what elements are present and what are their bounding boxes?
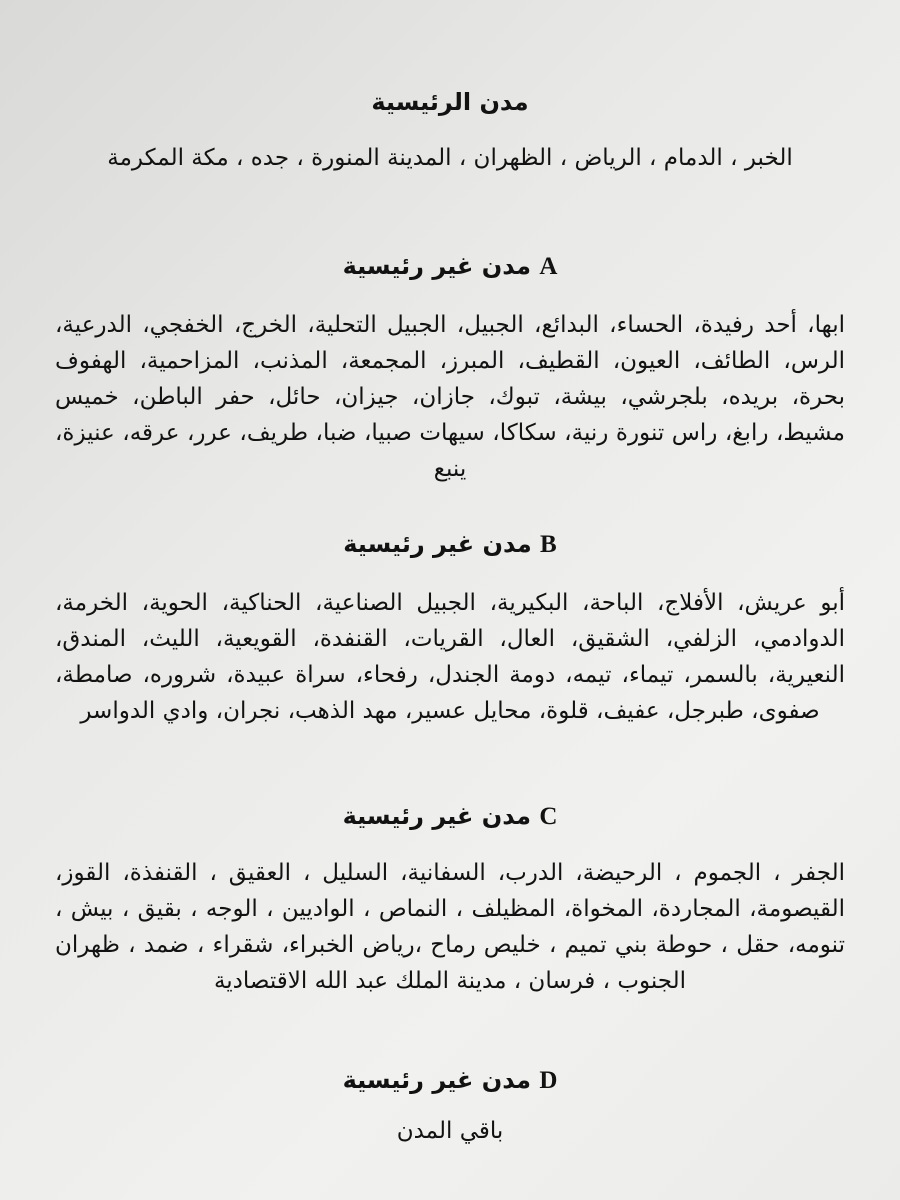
section-body: باقي المدن (396, 1118, 504, 1144)
section-category-d (0, 1064, 900, 1149)
category-letter: A (539, 253, 558, 280)
section-category-c (0, 800, 900, 999)
section-heading (0, 528, 900, 561)
section-main-cities (0, 86, 900, 176)
section-heading (0, 86, 900, 118)
section-heading (0, 800, 900, 833)
section-body: الخبر ، الدمام ، الرياض ، الظهران ، المدينة المنورة ، جده ، مكة المكرمة (107, 145, 793, 171)
heading-text: مدن غير رئيسية (343, 530, 532, 558)
section-category-b (0, 528, 900, 729)
category-letter: C (539, 803, 558, 830)
section-body: الجفر ، الجموم ، الرحيضة، الدرب، السفانية، السليل ، العقيق ، القنفذة، القوز، القيصومة، المجاردة، المخواة، المظيلف ، النماص ، الواديين ، الوجه ، بقيق ، بيش ، تنومه، حقل ، حوطة بني تميم ، خليص رماح ،رياض الخبراء، شقراء ، ضمد ، ظهران الجنوب ، فرسان ، مدينة الملك عبد الله الاقتصادية (55, 860, 845, 994)
heading-text: مدن غير رئيسية (342, 802, 531, 830)
heading-text: مدن غير رئيسية (342, 252, 531, 280)
heading-text: مدن غير رئيسية (342, 1066, 531, 1094)
section-heading (0, 1064, 900, 1097)
category-letter: D (539, 1067, 558, 1094)
section-category-a (0, 250, 900, 487)
category-letter: B (540, 531, 557, 558)
section-body: أبو عريش، الأفلاج، الباحة، البكيرية، الجبيل الصناعية، الحناكية، الحوية، الخرمة، الدوادمي، الزلفي، الشقيق، العال، القريات، القنفدة، القويعية، الليث، المندق، النعيرية، بالسمر، تيماء، تيمه، دومة الجندل، رفحاء، سراة عبيدة، شروره، صامطة، صفوى، طبرجل، عفيف، قلوة، محايل عسير، مهد الذهب، نجران، وادي الدواسر (55, 590, 845, 724)
section-body: ابها، أحد رفيدة، الحساء، البدائع، الجبيل، الجبيل التحلية، الخرج، الخفجي، الدرعية، الرس، الطائف، العيون، القطيف، المبرز، المجمعة، المذنب، المزاحمية، الهفوف بحرة، بريده، بلجرشي، بيشة، تبوك، جازان، جيزان، حائل، حفر الباطن، خميس مشيط، رابغ، راس تنورة رنية، سكاكا، سيهات صبيا، ضبا، طريف، عرر، عرقه، عنيزة، ينبع (55, 312, 845, 482)
section-heading (0, 250, 900, 283)
heading-text: مدن الرئيسية (371, 88, 529, 116)
